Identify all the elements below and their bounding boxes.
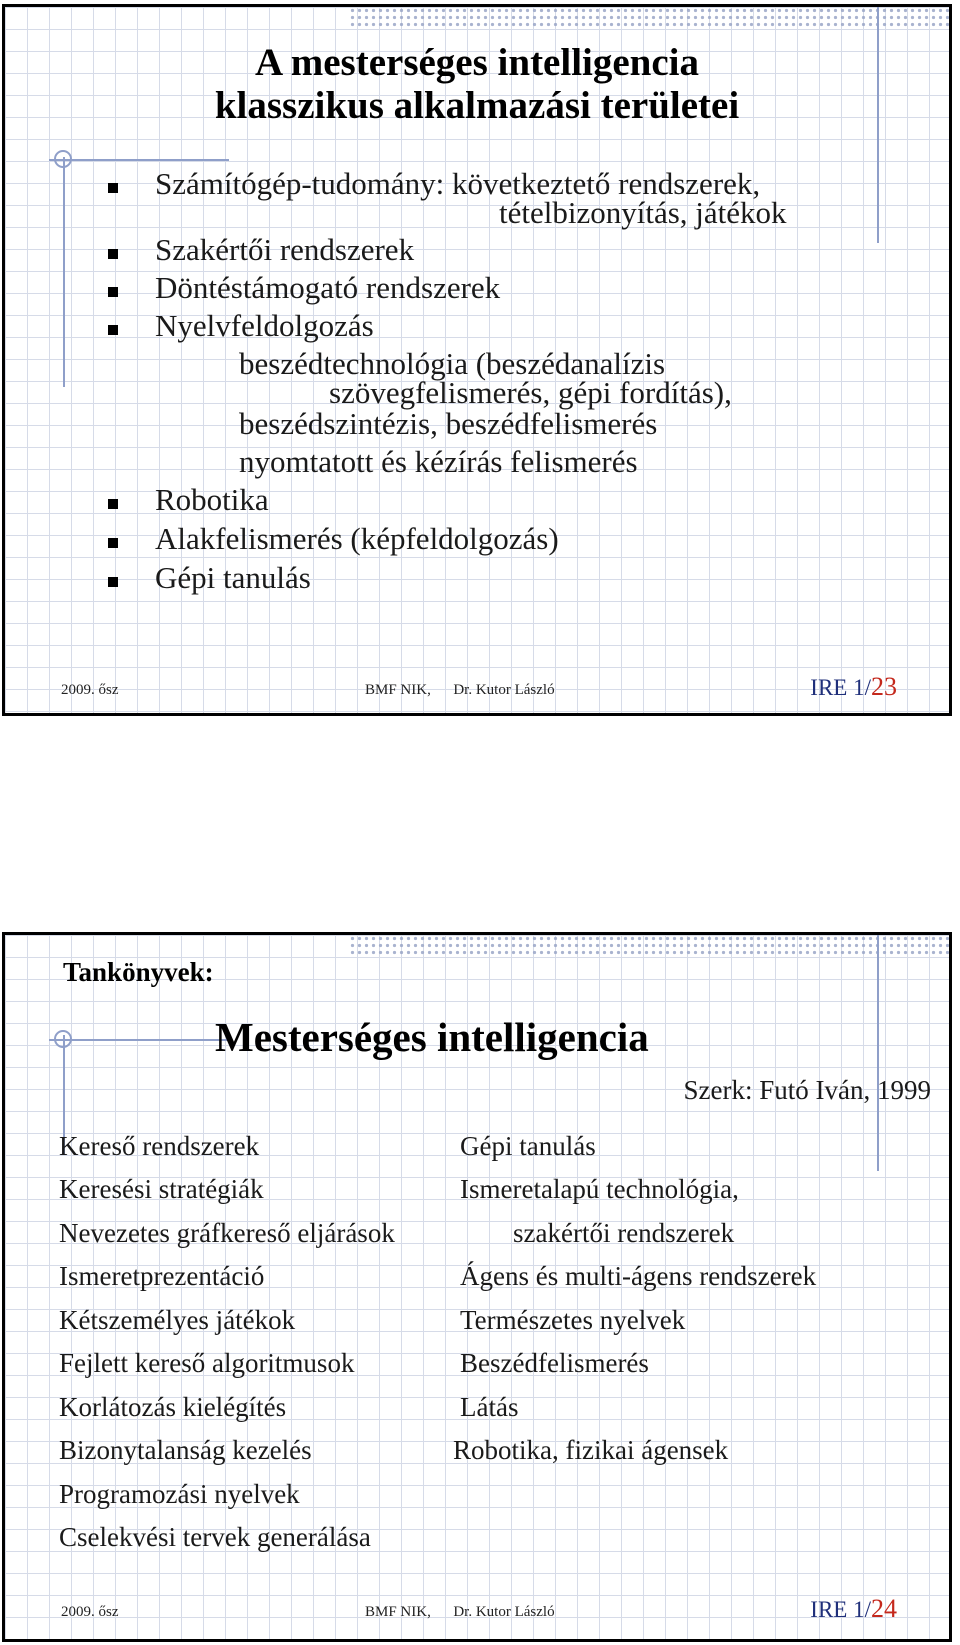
sub-list-item: beszédszintézis, beszédfelismerés xyxy=(239,406,658,441)
list-item: Nyelvfeldolgozás xyxy=(155,308,374,343)
list-item: Számítógép-tudomány: következtető rendszerek, xyxy=(155,166,761,201)
bullet-square-icon xyxy=(108,287,118,297)
page-number: 23 xyxy=(871,672,897,701)
slide-23 xyxy=(2,4,952,716)
decorative-horizontal-line xyxy=(49,159,229,161)
list-item: Ismeretprezentáció xyxy=(59,1261,265,1291)
list-item: Látás xyxy=(460,1392,519,1422)
crosshair-icon xyxy=(54,1030,72,1048)
book-title: Mesterséges intelligencia xyxy=(215,1014,649,1060)
sub-list-item: beszédtechnológia (beszédanalízis xyxy=(239,346,666,381)
list-item: tételbizonyítás, játékok xyxy=(499,195,787,230)
list-item: Cselekvési tervek generálása xyxy=(59,1522,371,1552)
slide-24 xyxy=(2,932,952,1642)
textbooks-label: Tankönyvek: xyxy=(63,957,214,987)
decorative-horizontal-line xyxy=(49,1039,229,1041)
bullet-square-icon xyxy=(108,577,118,587)
page-prefix: IRE 1/ xyxy=(810,1597,871,1622)
bullet-square-icon xyxy=(108,249,118,259)
decorative-vertical-line xyxy=(877,935,879,1171)
decorative-dot-band xyxy=(349,935,949,957)
crosshair-icon xyxy=(54,150,72,168)
page-number: 24 xyxy=(871,1594,897,1623)
footer-page-number xyxy=(810,672,897,702)
decorative-dot-band xyxy=(349,7,949,29)
footer-page-number xyxy=(810,1594,897,1624)
decorative-vertical-line xyxy=(63,157,65,387)
slide-title xyxy=(5,41,949,127)
list-item: Kereső rendszerek xyxy=(59,1131,260,1161)
bullet-square-icon xyxy=(108,325,118,335)
list-item: Ismeretalapú technológia, xyxy=(460,1174,739,1204)
list-item: Beszédfelismerés xyxy=(460,1348,649,1378)
sub-list-item: nyomtatott és kézírás felismerés xyxy=(239,444,638,479)
list-item: Döntéstámogató rendszerek xyxy=(155,270,501,305)
list-item: Gépi tanulás xyxy=(155,560,311,595)
slide-footer xyxy=(5,1591,949,1621)
title-line-1: A mesterséges intelligencia xyxy=(254,41,700,84)
list-item: Szakértői rendszerek xyxy=(155,232,415,267)
footer-date: 2009. ősz xyxy=(61,682,119,698)
list-item: Bizonytalanság kezelés xyxy=(59,1435,312,1465)
book-editor: Szerk: Futó Iván, 1999 xyxy=(683,1075,931,1105)
title-line-2: klasszikus alkalmazási területei xyxy=(214,84,740,127)
list-item: Ágens és multi-ágens rendszerek xyxy=(460,1261,817,1291)
footer-date: 2009. ősz xyxy=(61,1604,119,1620)
list-item: Természetes nyelvek xyxy=(460,1305,686,1335)
bullet-square-icon xyxy=(108,499,118,509)
list-item: Alakfelismerés (képfeldolgozás) xyxy=(155,521,559,556)
list-item: Robotika xyxy=(155,482,269,517)
bullet-square-icon xyxy=(108,538,118,548)
slide-footer xyxy=(5,669,949,699)
page-prefix: IRE 1/ xyxy=(810,675,871,700)
list-item: Korlátozás kielégítés xyxy=(59,1392,287,1422)
list-item: Fejlett kereső algoritmusok xyxy=(59,1348,355,1378)
list-item: Nevezetes gráfkereső eljárások xyxy=(59,1218,395,1248)
list-item: Gépi tanulás xyxy=(460,1131,596,1161)
list-item: Keresési stratégiák xyxy=(59,1174,264,1204)
footer-organization: BMF NIK, Dr. Kutor László xyxy=(365,1604,555,1620)
footer-organization: BMF NIK, Dr. Kutor László xyxy=(365,682,555,698)
list-item: Kétszemélyes játékok xyxy=(59,1305,296,1335)
sub-list-item: szövegfelismerés, gépi fordítás), xyxy=(329,375,732,410)
list-item: szakértői rendszerek xyxy=(513,1218,735,1248)
list-item: Robotika, fizikai ágensek xyxy=(453,1435,729,1465)
list-item: Programozási nyelvek xyxy=(59,1479,300,1509)
bullet-square-icon xyxy=(108,183,118,193)
